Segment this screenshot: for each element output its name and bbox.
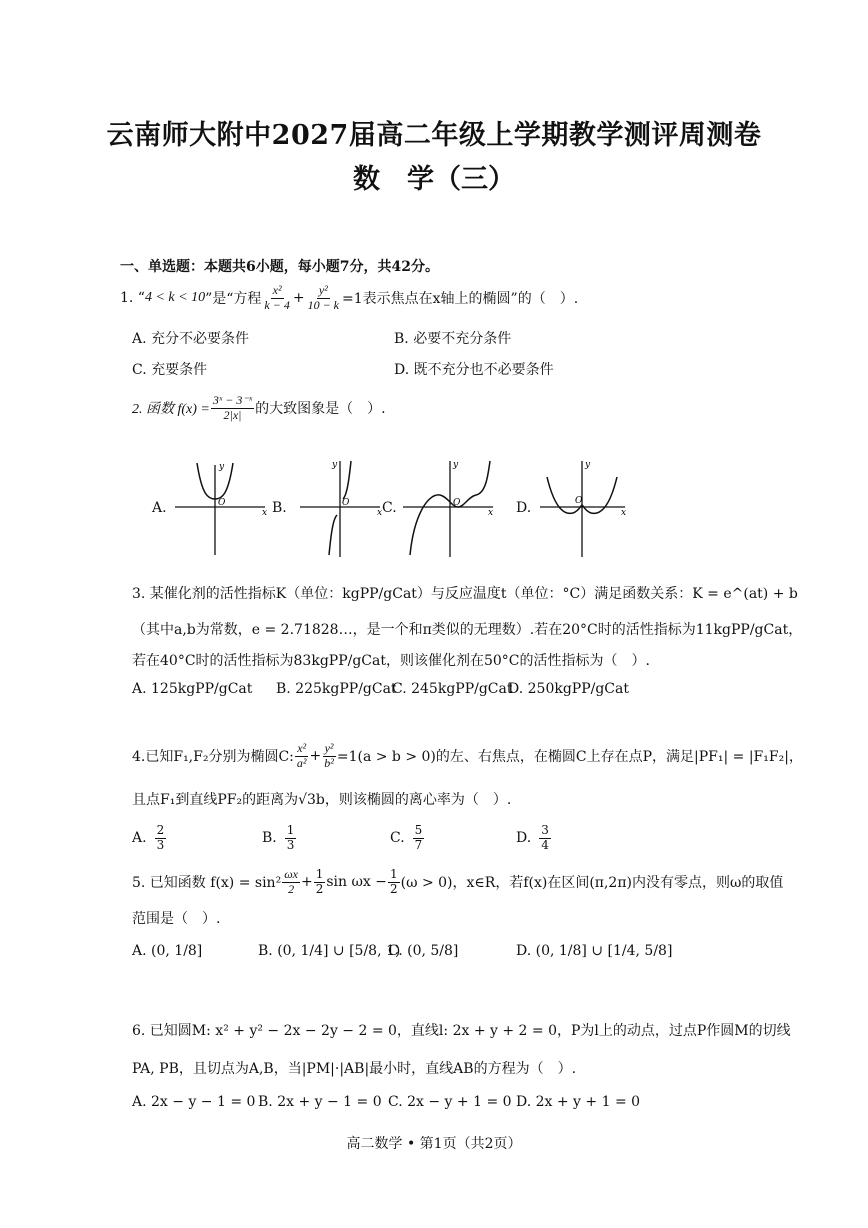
q5-option-b: B. (0, 1/4] ∪ [5/8, 1) xyxy=(258,943,401,959)
q5-mid: sin ωx − xyxy=(326,874,387,891)
question-4 xyxy=(132,742,803,771)
q6-option-c: C. 2x − y + 1 = 0 xyxy=(388,1094,512,1110)
graph-b-y-label: y xyxy=(332,460,338,470)
q1-option-c: C. 充要条件 xyxy=(132,362,208,378)
q4-option-b-label: B. xyxy=(262,830,277,847)
graph-d-x-label: x xyxy=(621,508,627,518)
q5-option-a: A. (0, 1/8] xyxy=(132,943,203,959)
graph-a-origin: O xyxy=(218,498,226,508)
q1-frac1-num: x² xyxy=(272,283,282,297)
q4-line-2: 且点F₁到直线PF₂的距离为√3b，则该椭圆的离心率为（ ）. xyxy=(132,792,512,808)
q4-frac1-den: a² xyxy=(296,755,307,770)
graph-b-x-label: x xyxy=(377,508,383,518)
q4-suffix: =1(a > b > 0)的左、右焦点，在椭圆C上存在点P，满足|PF₁| = |F₁F₂|， xyxy=(336,749,803,766)
q2-label-a: A. xyxy=(152,500,167,516)
q5-frac1-den: 2 xyxy=(288,881,295,896)
q5-option-c: C. (0, 5/8] xyxy=(388,943,459,959)
q2-fraction xyxy=(211,394,254,423)
graph-c-y-label: y xyxy=(453,460,459,470)
q1-frac2-den: 10 − k xyxy=(307,297,340,312)
q5-plus: + xyxy=(301,874,313,891)
q4-option-c-den: 7 xyxy=(414,837,423,852)
q5-frac3-den: 2 xyxy=(390,881,398,896)
q6-option-b: B. 2x + y − 1 = 0 xyxy=(258,1094,382,1110)
q4-option-c xyxy=(390,824,425,853)
q4-option-d-den: 4 xyxy=(541,837,549,852)
q4-option-b-den: 3 xyxy=(286,837,295,852)
q4-option-a xyxy=(132,824,167,853)
q4-plus: + xyxy=(309,748,322,765)
graph-d-origin: O xyxy=(575,496,583,506)
q5-line-2: 范围是（ ）. xyxy=(132,911,221,927)
q2-frac-den: 2|x| xyxy=(223,407,242,422)
q1-fraction-2 xyxy=(306,284,341,313)
graph-b-origin: O xyxy=(342,498,350,508)
q5-fraction-1 xyxy=(282,868,300,897)
q2-label-c: C. xyxy=(382,500,397,516)
q5-frac1-num: ωx xyxy=(284,867,298,881)
question-2 xyxy=(132,394,386,423)
q2-frac-num: 3ˣ − 3⁻ˣ xyxy=(212,393,253,407)
q1-option-a: A. 充分不必要条件 xyxy=(132,331,250,347)
q1-option-b: B. 必要不充分条件 xyxy=(394,331,512,347)
q1-frac2-num: y² xyxy=(318,283,328,297)
q5-frac3-num: 1 xyxy=(390,867,398,881)
q2-label-d: D. xyxy=(516,500,532,516)
q1-prefix: 1. “ xyxy=(120,290,145,307)
q4-option-d-frac xyxy=(539,824,551,853)
q3-line-2: （其中a,b为常数，e = 2.71828…，是一个和π类似的无理数）.若在20°C时的活性指标为11kgPP/gCat， xyxy=(132,622,803,638)
q5-option-d: D. (0, 1/8] ∪ [1/4, 5/8] xyxy=(516,943,673,959)
q1-fraction-1 xyxy=(262,284,291,313)
graph-c-origin: O xyxy=(453,498,461,508)
q5-frac2-num: 1 xyxy=(315,867,324,881)
q4-option-b-num: 1 xyxy=(286,823,295,837)
question-5 xyxy=(132,868,783,897)
q4-frac1-num: x² xyxy=(297,741,307,755)
q1-frac1-den: k − 4 xyxy=(264,297,290,312)
q2-graph-b xyxy=(295,455,385,560)
q3-option-a: A. 125kgPP/gCat xyxy=(132,681,253,697)
q1-mid: ”是“方程 xyxy=(205,291,262,308)
q1-condition: 4 < k < 10 xyxy=(144,290,206,306)
q6-line-2: PA, PB，且切点为A,B，当|PM|·|AB|最小时，直线AB的方程为（ ）. xyxy=(132,1061,577,1077)
q3-line-3: 若在40°C时的活性指标为83kgPP/gCat，则该催化剂在50°C的活性指标为（ ）. xyxy=(132,653,650,669)
q4-option-d-num: 3 xyxy=(541,823,549,837)
q6-line-1: 6. 已知圆M: x² + y² − 2x − 2y − 2 = 0，直线l: 2x + y + 2 = 0，P为l上的动点，过点P作圆M的切线 xyxy=(132,1023,791,1039)
q4-option-c-label: C. xyxy=(390,830,405,847)
q4-fraction-1 xyxy=(295,742,309,771)
q4-option-a-frac xyxy=(155,824,167,853)
exam-subtitle: 数 学（三） xyxy=(353,164,515,195)
q4-option-a-den: 3 xyxy=(156,837,165,852)
q4-option-b xyxy=(262,824,297,853)
q2-graph-d xyxy=(535,455,630,560)
exam-title: 云南师大附中2027届高二年级上学期教学测评周测卷 xyxy=(106,120,762,151)
q4-frac2-num: y² xyxy=(324,741,334,755)
q2-prefix: 2. 函数 f(x) = xyxy=(132,402,210,418)
q3-option-b: B. 225kgPP/gCat xyxy=(276,681,397,697)
page-footer: 高二数学 • 第1页（共2页） xyxy=(346,1136,522,1152)
q4-option-b-frac xyxy=(285,824,297,853)
q2-graph-a xyxy=(170,455,270,560)
question-1 xyxy=(120,284,578,313)
q4-fraction-2 xyxy=(322,742,336,771)
q6-option-a: A. 2x − y − 1 = 0 xyxy=(132,1094,256,1110)
q4-option-a-label: A. xyxy=(132,830,147,847)
q4-prefix: 4.已知F₁,F₂分别为椭圆C: xyxy=(132,749,294,766)
q4-option-a-num: 2 xyxy=(156,823,165,837)
q1-suffix: =1表示焦点在x轴上的椭圆”的（ ）. xyxy=(342,291,579,308)
q4-option-c-frac xyxy=(413,824,425,853)
q5-prefix: 5. 已知函数 f(x) = sin² xyxy=(132,875,282,892)
graph-a-x-label: x xyxy=(262,508,268,518)
graph-a-y-label: y xyxy=(219,462,225,472)
section-heading: 一、单选题：本题共6小题，每小题7分，共42分。 xyxy=(120,259,439,275)
q4-option-d-label: D. xyxy=(516,830,532,847)
q4-option-d xyxy=(516,824,552,853)
q5-fraction-3 xyxy=(388,868,400,897)
q3-option-c: C. 245kgPP/gCat xyxy=(392,681,513,697)
q1-option-d: D. 既不充分也不必要条件 xyxy=(394,362,554,378)
q5-fraction-2 xyxy=(314,868,326,897)
graph-d-y-label: y xyxy=(585,460,591,470)
q2-graph-c xyxy=(398,455,498,560)
graph-b-curve-left xyxy=(329,515,337,555)
graph-c-x-label: x xyxy=(488,508,494,518)
q3-option-d: D. 250kgPP/gCat xyxy=(508,681,629,697)
q6-option-d: D. 2x + y + 1 = 0 xyxy=(516,1094,641,1110)
q1-plus: + xyxy=(292,290,305,307)
q4-frac2-den: b² xyxy=(324,755,334,770)
q2-suffix: 的大致图象是（ ）. xyxy=(255,401,386,418)
q3-line-1: 3. 某催化剂的活性指标K（单位：kgPP/gCat）与反应温度t（单位：°C）满足函数关系：K = e^(at) + b xyxy=(132,586,798,602)
graph-b-curve-right xyxy=(343,461,351,499)
q2-label-b: B. xyxy=(272,500,287,516)
q5-frac2-den: 2 xyxy=(315,881,324,896)
q4-option-c-num: 5 xyxy=(414,823,423,837)
q5-suffix: (ω > 0)，x∈R，若f(x)在区间(π,2π)内没有零点，则ω的取值 xyxy=(400,875,784,892)
